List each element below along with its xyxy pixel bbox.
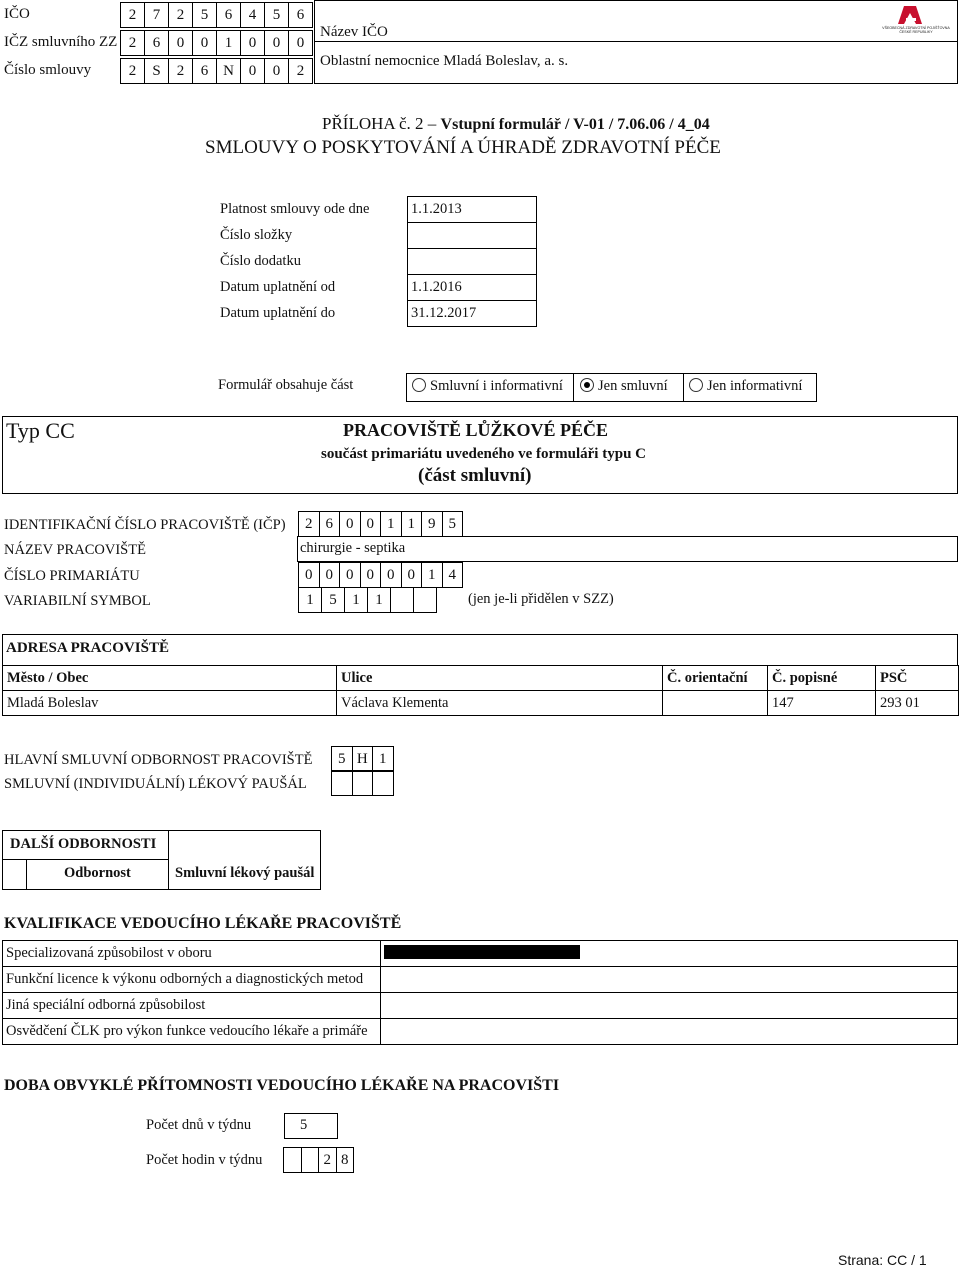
- address-col-street: Ulice: [337, 666, 663, 691]
- hours-label: Počet hodin v týdnu: [146, 1152, 263, 1168]
- address-heading: ADRESA PRACOVIŠTĚ: [6, 640, 169, 656]
- ico-digit[interactable]: 6: [216, 2, 241, 28]
- other-col-specialty: Odbornost: [64, 865, 131, 881]
- name-label: Název IČO: [320, 24, 388, 40]
- contract-digit[interactable]: S: [144, 58, 169, 84]
- vs-digit[interactable]: 1: [344, 587, 368, 613]
- validity-field[interactable]: [407, 222, 537, 249]
- primariat-label: ČÍSLO PRIMARIÁTU: [4, 568, 140, 584]
- address-street[interactable]: Václava Klementa: [337, 691, 663, 716]
- iczzz-digit[interactable]: 6: [144, 30, 169, 56]
- radio-selected-icon[interactable]: [580, 378, 594, 392]
- other-col-flat: Smluvní lékový paušál: [175, 865, 315, 881]
- iczzz-digit[interactable]: 1: [216, 30, 241, 56]
- qualification-heading: KVALIFIKACE VEDOUCÍHO LÉKAŘE PRACOVIŠTĚ: [4, 915, 402, 932]
- other-specialties-heading: DALŠÍ ODBORNOSTI: [10, 836, 157, 852]
- primariat-digit[interactable]: 0: [380, 562, 402, 588]
- radio-icon[interactable]: [412, 378, 426, 392]
- contract-digit[interactable]: N: [216, 58, 241, 84]
- vzp-logo-text: VŠEOBECNÁ ZDRAVOTNÍ POJIŠŤOVNA ČESKÉ REPUBLIKY: [882, 26, 950, 34]
- type-subheading: součást primariátu uvedeného ve formuláři typu C: [321, 446, 646, 462]
- validity-label: Číslo dodatku: [220, 253, 301, 269]
- address-popis[interactable]: 147: [768, 691, 876, 716]
- vs-digit[interactable]: 1: [367, 587, 391, 613]
- primariat-digit[interactable]: 0: [360, 562, 382, 588]
- qualification-row: [2, 1018, 958, 1045]
- icp-digit[interactable]: 2: [298, 511, 320, 537]
- validity-value: 1.1.2016: [411, 279, 462, 295]
- drug-flat-digit[interactable]: [331, 770, 353, 796]
- qualification-row: [2, 966, 958, 993]
- address-col-city: Město / Obec: [3, 666, 337, 691]
- contract-digit[interactable]: 2: [288, 58, 313, 84]
- primariat-digit[interactable]: 0: [298, 562, 320, 588]
- title-line1: PŘÍLOHA č. 2 – Vstupní formulář / V-01 / 7.06.06 / 4_04: [322, 114, 710, 133]
- name-divider: [314, 0, 958, 42]
- ico-digit[interactable]: 5: [264, 2, 289, 28]
- address-city[interactable]: Mladá Boleslav: [3, 691, 337, 716]
- ico-label: IČO: [4, 6, 30, 22]
- type-label: Typ CC: [6, 418, 75, 443]
- type-part: (část smluvní): [418, 465, 532, 486]
- primariat-digit[interactable]: 4: [442, 562, 464, 588]
- ico-digit[interactable]: 7: [144, 2, 169, 28]
- validity-value: 31.12.2017: [411, 305, 477, 321]
- address-orient[interactable]: [663, 691, 768, 716]
- primariat-digit[interactable]: 0: [339, 562, 361, 588]
- vs-digit[interactable]: 5: [321, 587, 345, 613]
- icp-digit[interactable]: 1: [380, 511, 402, 537]
- contract-digit[interactable]: 2: [120, 58, 145, 84]
- primariat-digit[interactable]: 0: [401, 562, 423, 588]
- iczzz-digit[interactable]: 0: [288, 30, 313, 56]
- main-specialty-label: HLAVNÍ SMLUVNÍ ODBORNOST PRACOVIŠTĚ: [4, 752, 313, 768]
- hours-digit[interactable]: [283, 1147, 302, 1173]
- hours-digit[interactable]: [301, 1147, 320, 1173]
- name-value: Oblastní nemocnice Mladá Boleslav, a. s.: [320, 53, 569, 69]
- vs-digit[interactable]: [390, 587, 414, 613]
- radio-icon[interactable]: [689, 378, 703, 392]
- vs-note: (jen je-li přidělen v SZZ): [468, 591, 614, 607]
- icp-digit[interactable]: 9: [421, 511, 443, 537]
- qualification-label: Jiná speciální odborná způsobilost: [6, 997, 206, 1013]
- contract-digit[interactable]: 6: [192, 58, 217, 84]
- icp-label: IDENTIFIKAČNÍ ČÍSLO PRACOVIŠTĚ (IČP): [4, 517, 286, 533]
- contract-digit[interactable]: 0: [240, 58, 265, 84]
- icp-digit[interactable]: 1: [401, 511, 423, 537]
- primariat-digit[interactable]: 1: [421, 562, 443, 588]
- iczzz-label: IČZ smluvního ZZ: [4, 34, 118, 50]
- workplace-name-value: chirurgie - septika: [300, 540, 406, 556]
- validity-field[interactable]: [407, 196, 537, 223]
- validity-label: Datum uplatnění od: [220, 279, 336, 295]
- address-psc[interactable]: 293 01: [876, 691, 959, 716]
- iczzz-digit[interactable]: 2: [120, 30, 145, 56]
- ico-digit[interactable]: 6: [288, 2, 313, 28]
- main-specialty-digit[interactable]: H: [352, 746, 374, 772]
- address-col-orient: Č. orientační: [663, 666, 768, 691]
- page-number: Strana: CC / 1: [838, 1252, 927, 1268]
- drug-flat-label: SMLUVNÍ (INDIVIDUÁLNÍ) LÉKOVÝ PAUŠÁL: [4, 776, 307, 792]
- presence-heading: DOBA OBVYKLÉ PŘÍTOMNOSTI VEDOUCÍHO LÉKAŘE NA PRACOVIŠTI: [4, 1077, 560, 1094]
- address-col-popis: Č. popisné: [768, 666, 876, 691]
- option-jen-informativni[interactable]: Jen informativní: [689, 378, 802, 395]
- qualification-label: Osvědčení ČLK pro výkon funkce vedoucího lékaře a primáře: [6, 1023, 368, 1039]
- hours-digit[interactable]: 2: [318, 1147, 337, 1173]
- contract-digit[interactable]: 2: [168, 58, 193, 84]
- vs-label: VARIABILNÍ SYMBOL: [4, 593, 151, 609]
- title-line2: SMLOUVY O POSKYTOVÁNÍ A ÚHRADĚ ZDRAVOTNÍ PÉČE: [205, 137, 721, 158]
- address-col-psc: PSČ: [876, 666, 959, 691]
- iczzz-digit[interactable]: 0: [240, 30, 265, 56]
- workplace-name-label: NÁZEV PRACOVIŠTĚ: [4, 542, 146, 558]
- redacted-specialty-value: [384, 945, 580, 959]
- days-value: 5: [300, 1117, 308, 1133]
- validity-field[interactable]: [407, 248, 537, 275]
- drug-flat-digit[interactable]: [352, 770, 374, 796]
- icp-digit[interactable]: 6: [319, 511, 341, 537]
- vs-digit[interactable]: 1: [298, 587, 322, 613]
- days-field[interactable]: [284, 1113, 338, 1139]
- validity-value: 1.1.2013: [411, 201, 462, 217]
- qualification-label: Specializovaná způsobilost v oboru: [6, 945, 212, 961]
- option-jen-smluvni[interactable]: Jen smluvní: [580, 378, 668, 395]
- main-specialty-digit[interactable]: 5: [331, 746, 353, 772]
- qualification-row: [2, 992, 958, 1019]
- validity-field[interactable]: [407, 274, 537, 301]
- address-table: [2, 665, 959, 716]
- icp-digit[interactable]: 0: [360, 511, 382, 537]
- qualification-label: Funkční licence k výkonu odborných a diagnostických metod: [6, 971, 364, 987]
- primariat-digit[interactable]: 0: [319, 562, 341, 588]
- ico-digit[interactable]: 2: [168, 2, 193, 28]
- validity-label: Platnost smlouvy ode dne: [220, 201, 370, 217]
- option-smluvni-informativni[interactable]: Smluvní i informativní: [412, 378, 563, 395]
- contract-label: Číslo smlouvy: [4, 62, 92, 78]
- address-header-row: [3, 666, 959, 691]
- validity-field[interactable]: [407, 300, 537, 327]
- title-form-id: Vstupní formulář / V-01 / 7.06.06 / 4_04: [440, 116, 710, 133]
- ico-digit[interactable]: 5: [192, 2, 217, 28]
- validity-label: Číslo složky: [220, 227, 293, 243]
- iczzz-digit[interactable]: 0: [264, 30, 289, 56]
- days-label: Počet dnů v týdnu: [146, 1117, 252, 1133]
- form-contains-label: Formulář obsahuje část: [218, 377, 354, 393]
- iczzz-digit[interactable]: 0: [168, 30, 193, 56]
- vs-digit[interactable]: [413, 587, 437, 613]
- contract-digit[interactable]: 0: [264, 58, 289, 84]
- icp-digit[interactable]: 5: [442, 511, 464, 537]
- type-heading: PRACOVIŠTĚ LŮŽKOVÉ PÉČE: [343, 420, 609, 440]
- validity-label: Datum uplatnění do: [220, 305, 336, 321]
- ico-digit[interactable]: 2: [120, 2, 145, 28]
- hours-digit[interactable]: 8: [336, 1147, 355, 1173]
- icp-digit[interactable]: 0: [339, 511, 361, 537]
- vzp-logo: [876, 4, 956, 36]
- ico-digit[interactable]: 4: [240, 2, 265, 28]
- main-specialty-digit[interactable]: 1: [372, 746, 394, 772]
- address-value-row: [3, 691, 959, 716]
- iczzz-digit[interactable]: 0: [192, 30, 217, 56]
- drug-flat-digit[interactable]: [372, 770, 394, 796]
- title-attachment: PŘÍLOHA č. 2: [322, 114, 424, 133]
